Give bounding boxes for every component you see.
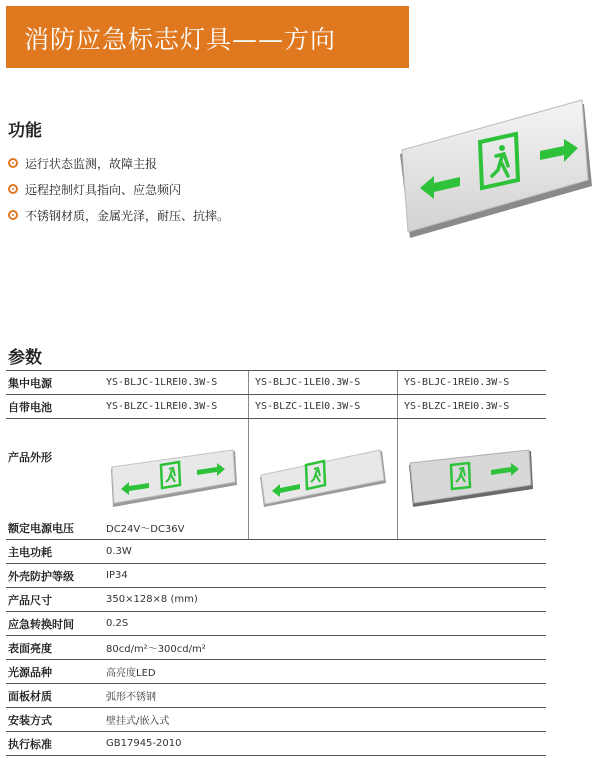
spec-row: [6, 516, 546, 540]
spec-value: DC24V～DC36V: [100, 516, 546, 540]
row-label: 集中电源: [6, 371, 100, 395]
feature-text: 运行状态监测，故障主报: [25, 156, 158, 171]
model-cell: YS-BLJC-1LEⅠ0.3W-S: [249, 371, 398, 395]
spec-label: 执行标准: [6, 732, 100, 756]
spec-row: [6, 684, 546, 708]
spec-label: 表面亮度: [6, 636, 100, 660]
product-image-left: [258, 449, 388, 509]
row-label: 自带电池: [6, 395, 100, 419]
spec-value: 80cd/m²～300cd/m²: [100, 636, 546, 660]
title-banner: [6, 6, 409, 68]
spec-label: 外壳防护等级: [6, 564, 100, 588]
spec-value: IP34: [100, 564, 546, 588]
spec-table: [6, 370, 546, 540]
table-row: [6, 371, 546, 395]
feature-text: 远程控制灯具指向、应急频闪: [25, 182, 182, 197]
model-cell: YS-BLZC-1LEⅠ0.3W-S: [249, 395, 398, 419]
spec-label: 光源品种: [6, 660, 100, 684]
model-cell: YS-BLJC-1REⅠ0.3W-S: [398, 371, 547, 395]
spec-label: 主电功耗: [6, 540, 100, 564]
feature-text: 不锈钢材质，金属光泽，耐压、抗摔。: [25, 208, 230, 223]
spec-value: 壁挂式/嵌入式: [100, 708, 546, 732]
feature-list: [8, 150, 229, 228]
spec-value: GB17945-2010: [100, 732, 546, 756]
spec-row: [6, 540, 546, 564]
params-heading: 参数: [8, 348, 42, 368]
spec-row: [6, 708, 546, 732]
spec-row: [6, 660, 546, 684]
spec-row: [6, 588, 546, 612]
functions-heading: 功能: [8, 121, 42, 141]
feature-item: [8, 150, 229, 176]
page-title: 消防应急标志灯具——方向: [24, 25, 337, 54]
row-label: 产品外形: [6, 419, 100, 540]
spec-label: 安装方式: [6, 708, 100, 732]
model-cell: YS-BLZC-1REⅠ0.3W-S: [398, 395, 547, 419]
spec-value: 高亮度LED: [100, 660, 546, 684]
feature-item: [8, 176, 229, 202]
spec-row: [6, 636, 546, 660]
product-image-left-right: [398, 96, 594, 244]
spec-value: 350×128×8 (mm): [100, 588, 546, 612]
model-cell: YS-BLJC-1LREⅠ0.3W-S: [100, 371, 249, 395]
spec-label: 面板材质: [6, 684, 100, 708]
product-image-left-right: [109, 449, 239, 509]
spec-label: 产品尺寸: [6, 588, 100, 612]
model-cell: YS-BLZC-1LREⅠ0.3W-S: [100, 395, 249, 419]
bullet-icon: [8, 184, 18, 194]
spec-value: 弧形不锈钢: [100, 684, 546, 708]
spec-value: 0.2S: [100, 612, 546, 636]
product-image-right: [407, 449, 537, 509]
feature-item: [8, 202, 229, 228]
spec-label: 应急转换时间: [6, 612, 100, 636]
bullet-icon: [8, 158, 18, 168]
spec-value: 0.3W: [100, 540, 546, 564]
table-row: [6, 395, 546, 419]
spec-row: [6, 564, 546, 588]
spec-table-details: [6, 516, 546, 756]
spec-row: [6, 732, 546, 756]
spec-label: 额定电源电压: [6, 516, 100, 540]
bullet-icon: [8, 210, 18, 220]
spec-row: [6, 612, 546, 636]
